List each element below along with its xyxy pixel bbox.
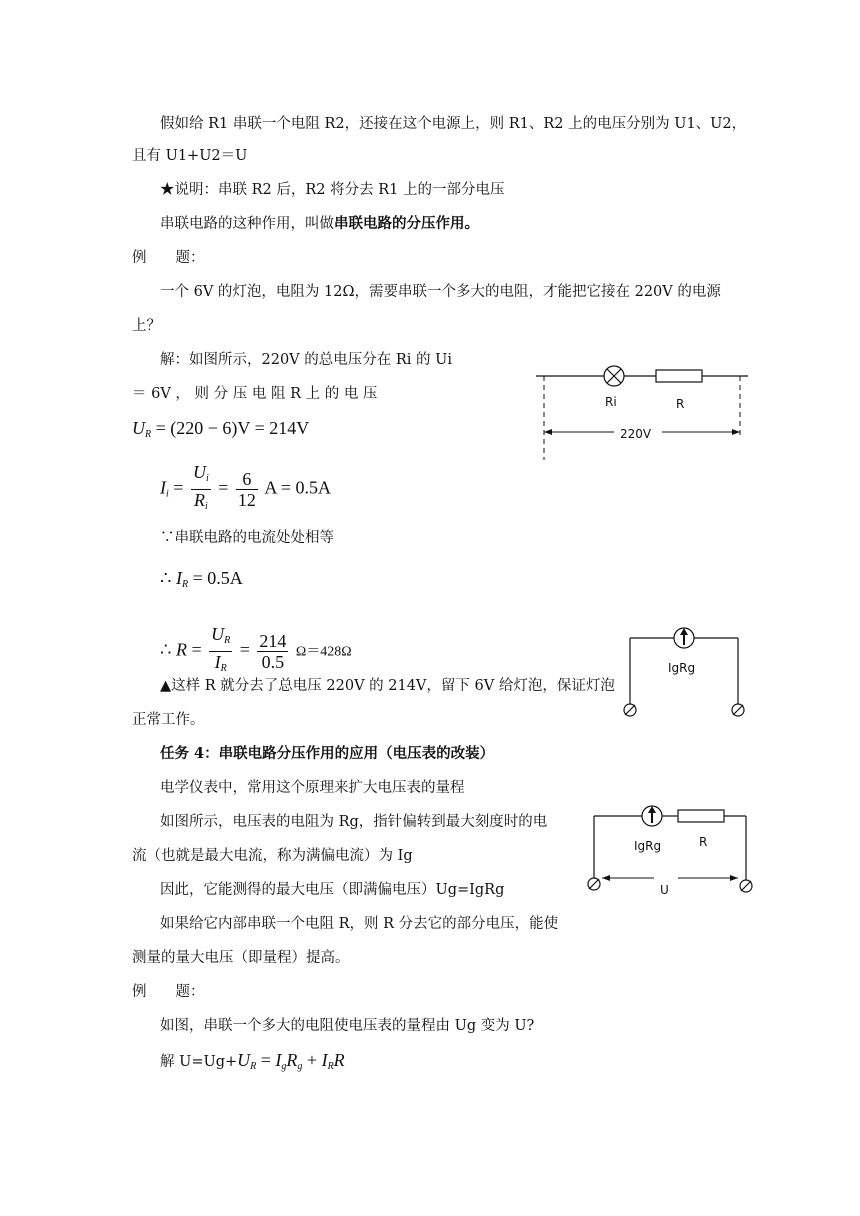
paragraph-line: 如图，串联一个多大的电阻使电压表的量程由 Ug 变为 U? (160, 1018, 535, 1034)
text-span: 串联电路的这种作用，叫做 (160, 216, 334, 232)
voltmeter-diagram (582, 794, 762, 904)
paragraph-line: 解：如图所示，220V 的总电压分在 Ri 的 Ui (160, 352, 452, 368)
paragraph-line: 上？ (132, 318, 161, 334)
paragraph-line: ＝ 6V ， 则 分 压 电 阻 R 上 的 电 压 (132, 386, 378, 402)
math-var: U (132, 418, 145, 438)
resistor-icon (678, 810, 724, 822)
r-label: R (699, 835, 708, 849)
math-expr: A = 0.5A (264, 477, 332, 498)
formula-u: 解 $U=Ug+U_R = I_gR_g + I_RR$ (160, 1050, 345, 1072)
r-label: R (676, 397, 685, 411)
fraction-num: $U_R$ (209, 624, 232, 652)
u-label: U (660, 883, 669, 897)
formula-ii: $I_i$ = $\frac{U_i}{R_i}$ = $\frac{6}{12}$ A = 0.5A (160, 462, 331, 517)
paragraph-line: ▲这样 R 就分去了总电压 220V 的 214V，留下 6V 给灯泡，保证灯泡 (160, 678, 615, 694)
igrg-label: IgRg (668, 661, 696, 675)
math-sub: i (166, 488, 169, 500)
fraction (257, 631, 288, 672)
ri-label: Ri (605, 395, 617, 409)
section-heading: 任务 4：串联电路分压作用的应用（电压表的改装） (160, 745, 495, 762)
fraction-den: 0.5 (261, 652, 285, 672)
math-var: I (160, 477, 166, 498)
math-expr: Ω＝428Ω (295, 644, 352, 660)
series-lamp-diagram (530, 360, 760, 465)
voltage-label: 220V (620, 427, 652, 441)
fraction-den: $I_R$ (214, 652, 227, 674)
math-expr: = 0.5A (192, 568, 243, 588)
fraction-num: 6 (236, 469, 258, 490)
fraction-den: 12 (237, 490, 256, 510)
fraction-num: $U_i$ (191, 462, 211, 490)
formula-ur (132, 418, 309, 445)
fraction (209, 624, 232, 679)
paragraph-line: 流（也就是最大电流，称为满偏电流）为 Ig (132, 848, 413, 864)
paragraph-line: 因此，它能测得的最大电压（即满偏电压）Ug=IgRg (160, 882, 505, 898)
paragraph-line: 正常工作。 (132, 712, 205, 728)
example-label: 例 题： (132, 250, 205, 266)
paragraph-line: 测量的量大电压（即量程）提高。 (132, 950, 350, 966)
igrg-label: IgRg (634, 839, 662, 853)
math-sub: R (145, 429, 152, 440)
formula-r: ∴ R = $\frac{U_R}{I_R}$ = $\frac{214}{0.5}$ Ω＝428Ω (160, 624, 352, 679)
bold-term: 串联电路的分压作用。 (334, 215, 479, 232)
paragraph-line: 一个 6V 的灯泡，电阻为 12Ω，需要串联一个多大的电阻，才能把它接在 220V 的电源 (160, 284, 721, 300)
math-sub: R (181, 579, 189, 590)
galvanometer-diagram (618, 620, 758, 728)
paragraph-line: ★说明：串联 R2 后，R2 将分去 R1 上的一部分电压 (160, 182, 505, 198)
fraction (236, 469, 258, 510)
math-var: R (175, 639, 187, 660)
text-span: 解 U=Ug+ (160, 1054, 238, 1070)
fraction (191, 462, 211, 517)
fraction-num: 214 (259, 631, 287, 651)
resistor-icon (656, 370, 702, 382)
paragraph-line (160, 214, 479, 234)
paragraph-line: 如果给它内部串联一个电阻 R，则 R 分去它的部分电压，能使 (160, 916, 559, 932)
fraction-den: $R_i$ (193, 490, 208, 512)
paragraph-line: ∵串联电路的电流处处相等 (160, 530, 334, 546)
formula-ir: ∴ $I_R = 0.5A$ (160, 568, 243, 590)
example-label: 例 题： (132, 984, 205, 1000)
paragraph-line: 且有 U1+U2＝U (132, 148, 248, 164)
paragraph-line: 电学仪表中，常用这个原理来扩大电压表的量程 (160, 780, 465, 796)
math-var: U (237, 1050, 251, 1070)
math-var: I (175, 568, 182, 588)
paragraph-line: 如图所示，电压表的电阻为 Rg，指针偏转到最大刻度时的电 (160, 814, 548, 830)
math-expr: = (220 − 6)V = 214V (155, 418, 310, 438)
paragraph-line: 假如给 R1 串联一个电阻 R2，还接在这个电源上，则 R1、R2 上的电压分别为 U1、U2， (160, 116, 747, 132)
